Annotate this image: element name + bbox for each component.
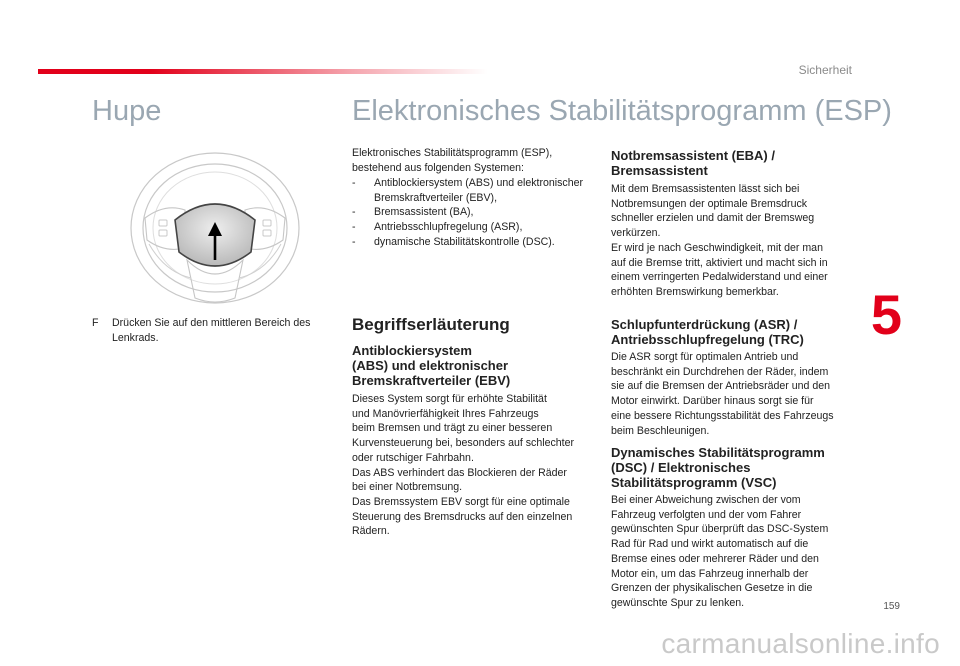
abs-text: Dieses System sorgt für erhöhte Stabilität und Manövrierfähigkeit Ihres Fahrzeugs beim Bremsen und trägt zu einer besseren Kurvensteuerung bei, besonders auf schlechter oder rutschiger Fahrbahn. Das ABS verhindert das Blockieren der Räder bei einer Notbremsung. Das Bremssystem EBV sorgt für eine optimale Steuerung des Bremsdrucks auf den einzelnen Rädern. bbox=[352, 393, 575, 538]
eba-title: Notbremsassistent (EBA) / Bremsassistent bbox=[611, 148, 775, 178]
horn-instruction: Drücken Sie auf den mittleren Bereich des Lenkrads. bbox=[112, 317, 311, 344]
page-number: 159 bbox=[883, 601, 900, 612]
definitions-title: Begriffserläuterung bbox=[352, 315, 510, 334]
eba-text: Mit dem Bremsassistenten lässt sich bei Notbremsungen der optimale Bremsdruck schneller erzielen und damit der Bremsweg verkürzen. Er wird je nach Geschwindigkeit, mit der man auf die Bremse tritt, aktiviert und macht sich in einem verringerten Pedalwiderstand und einer erhöhten Bremswirkung bemerkbar. bbox=[611, 183, 828, 298]
list-item: - Antiblockiersystem (ABS) und elektronischer Bremskraftverteiler (EBV), bbox=[352, 176, 592, 205]
horn-title: Hupe bbox=[92, 95, 162, 127]
watermark: carmanualsonline.info bbox=[661, 628, 940, 659]
esp-title: Elektronisches Stabilitätsprogramm (ESP) bbox=[352, 95, 892, 127]
list-item: - Antriebsschlupfregelung (ASR), bbox=[352, 220, 592, 235]
steering-wheel-horn-icon bbox=[125, 148, 305, 308]
dsc-text: Bei einer Abweichung zwischen der vom Fahrzeug verfolgten und der vom Fahrer gewünschten Spur überprüft das DSC-System Rad für Rad und wirkt automatisch auf die Bremse eines oder mehrerer Räder und den Motor ein, um das Fahrzeug innerhalb der Grenzen der physikalischen Gesetze in die gewünschte Spur zu lenken. bbox=[611, 494, 829, 609]
abs-title: Antiblockiersystem (ABS) und elektronischer Bremskraftverteiler (EBV) bbox=[352, 343, 511, 388]
list-item: - Bremsassistent (BA), bbox=[352, 205, 592, 220]
instruction-bullet: F bbox=[92, 317, 99, 329]
list-item: - dynamische Stabilitätskontrolle (DSC). bbox=[352, 235, 592, 250]
header-accent-bar bbox=[38, 69, 488, 74]
asr-text: Die ASR sorgt für optimalen Antrieb und beschränkt ein Durchdrehen der Räder, indem sie auf die Bremsen der Antriebsräder und den Motor einwirkt. Darüber hinaus sorgt sie für eine bessere Richtungsstabilität des Fahrzeugs beim Beschleunigen. bbox=[611, 351, 834, 437]
chapter-number: 5 bbox=[870, 283, 902, 346]
esp-systems-list bbox=[352, 176, 592, 250]
section-label: Sicherheit bbox=[798, 63, 852, 77]
asr-title: Schlupfunterdrückung (ASR) / Antriebsschlupfregelung (TRC) bbox=[611, 317, 804, 347]
dsc-title: Dynamisches Stabilitätsprogramm (DSC) / Elektronisches Stabilitätsprogramm (VSC) bbox=[611, 445, 825, 490]
esp-intro: Elektronisches Stabilitätsprogramm (ESP), bestehend aus folgenden Systemen: bbox=[352, 147, 553, 174]
